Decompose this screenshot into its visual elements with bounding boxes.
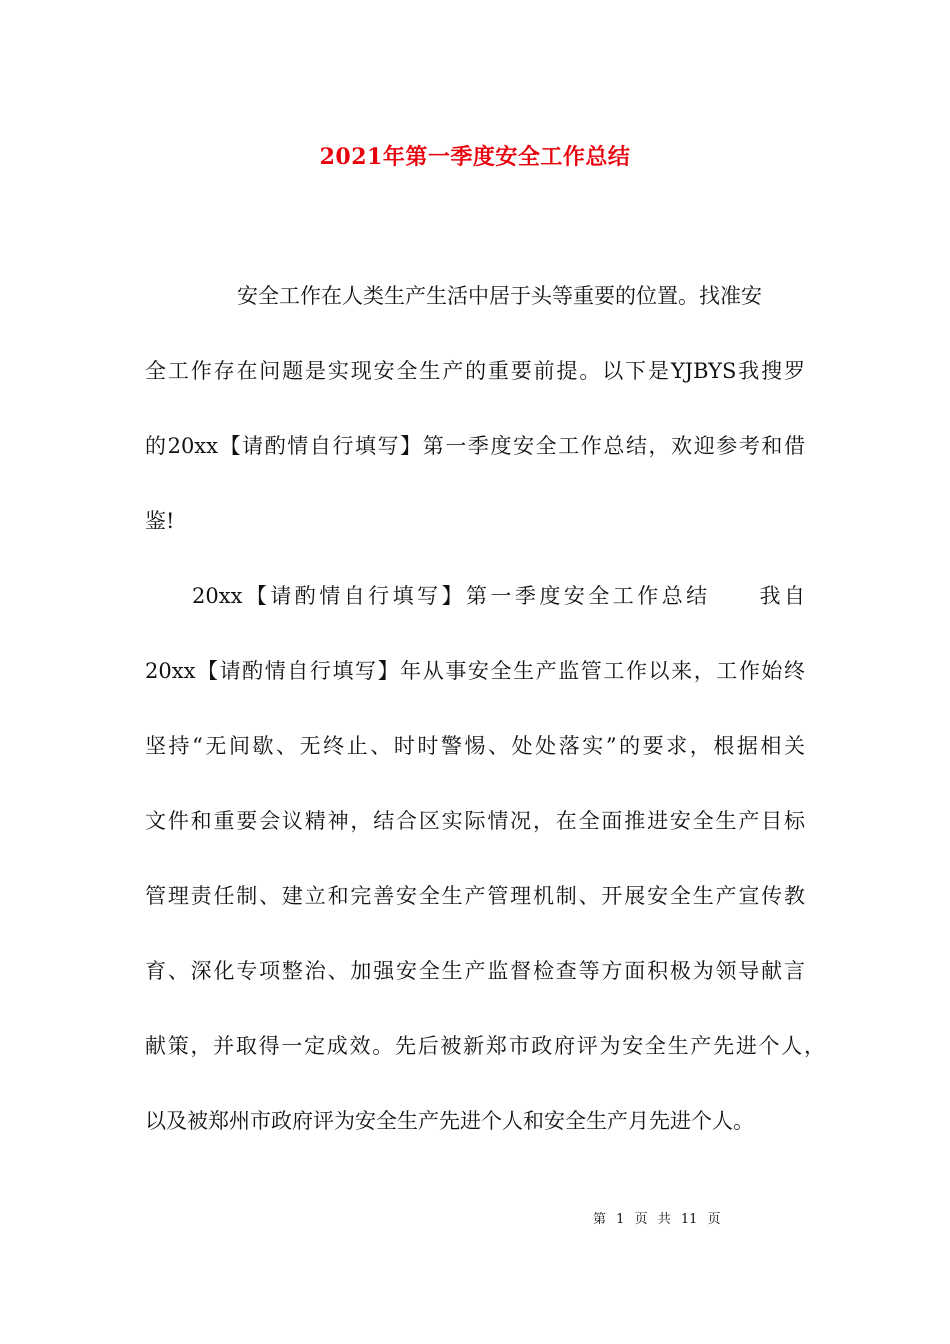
paragraph-line: 坚持“无间歇、无终止、时时警惕、处处落实”的要求，根据相关 [145,734,805,758]
footer-total-pages: 11 [680,1212,698,1227]
paragraph-line: 育、深化专项整治、加强安全生产监督检查等方面积极为领导献言 [145,959,805,983]
page-number-footer [593,1208,727,1227]
paragraph-line: 的20xx【请酌情自行填写】第一季度安全工作总结，欢迎参考和借 [145,434,805,458]
footer-page-word: 页 [634,1212,648,1227]
footer-suffix: 页 [707,1212,721,1227]
footer-prefix: 第 [593,1212,607,1227]
paragraph-line: 全工作存在问题是实现安全生产的重要前提。以下是YJBYS我搜罗 [145,359,805,383]
paragraph-line: 管理责任制、建立和完善安全生产管理机制、开展安全生产宣传教 [145,884,805,908]
footer-total-word: 共 [657,1212,671,1227]
paragraph-line: 20xx【请酌情自行填写】年从事安全生产监管工作以来，工作始终 [145,659,805,683]
paragraph-line: 以及被郑州市政府评为安全生产先进个人和安全生产月先进个人。 [145,1109,754,1133]
paragraph-line: 20xx【请酌情自行填写】第一季度安全工作总结 我自 [192,584,805,608]
paragraph-line: 鉴! [145,509,175,533]
footer-current-page: 1 [616,1212,625,1227]
document-title: 2021年第一季度安全工作总结 [319,144,631,170]
paragraph-line: 文件和重要会议精神，结合区实际情况，在全面推进安全生产目标 [145,809,805,833]
paragraph-line: 献策，并取得一定成效。先后被新郑市政府评为安全生产先进个人， [145,1034,825,1058]
paragraph-line: 安全工作在人类生产生活中居于头等重要的位置。找准安 [237,284,762,308]
